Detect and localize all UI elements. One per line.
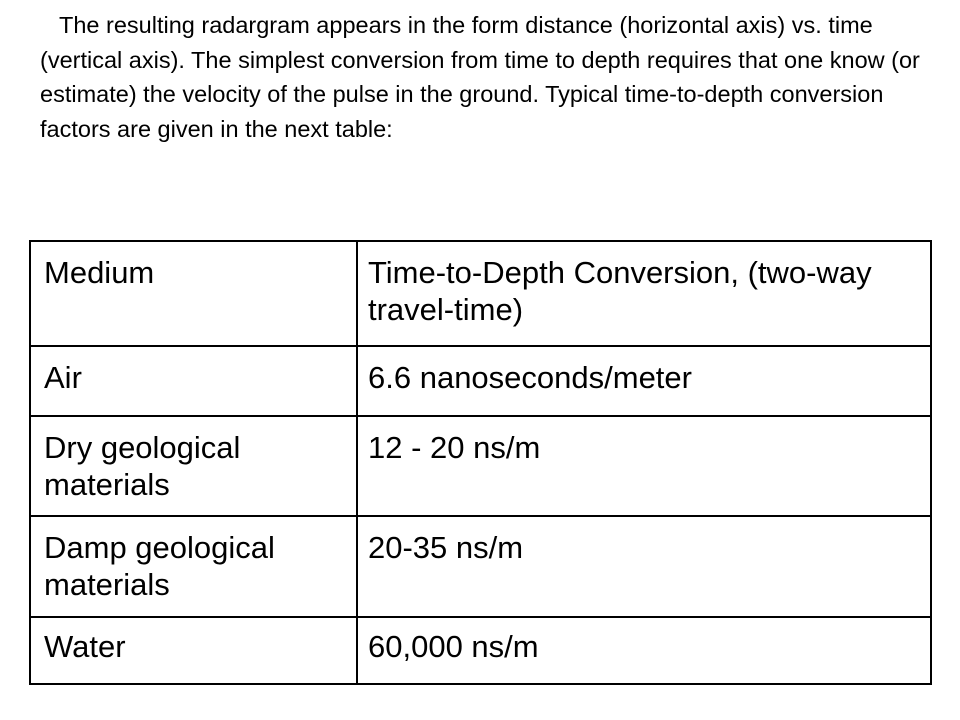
cell-conversion: 12 - 20 ns/m [357,416,931,516]
cell-conversion: 6.6 nanoseconds/meter [357,346,931,416]
table-row [30,416,931,516]
cell-medium: Water [30,617,357,684]
conversion-table [29,240,932,685]
header-conversion: Time-to-Depth Conversion, (two-way travel-time) [357,241,931,346]
cell-medium: Air [30,346,357,416]
table-row [30,617,931,684]
cell-medium: Damp geological materials [30,516,357,617]
cell-medium: Dry geological materials [30,416,357,516]
table-row [30,346,931,416]
table-header-row [30,241,931,346]
intro-paragraph: The resulting radargram appears in the form distance (horizontal axis) vs. time (vertical axis). The simplest conversion from time to depth requires that one know (or estimate) the velocity of the pulse in the ground. Typical time-to-depth conversion factors are given in the next table: [40,12,920,142]
table-row [30,516,931,617]
cell-conversion: 60,000 ns/m [357,617,931,684]
header-medium: Medium [30,241,357,346]
cell-conversion: 20-35 ns/m [357,516,931,617]
